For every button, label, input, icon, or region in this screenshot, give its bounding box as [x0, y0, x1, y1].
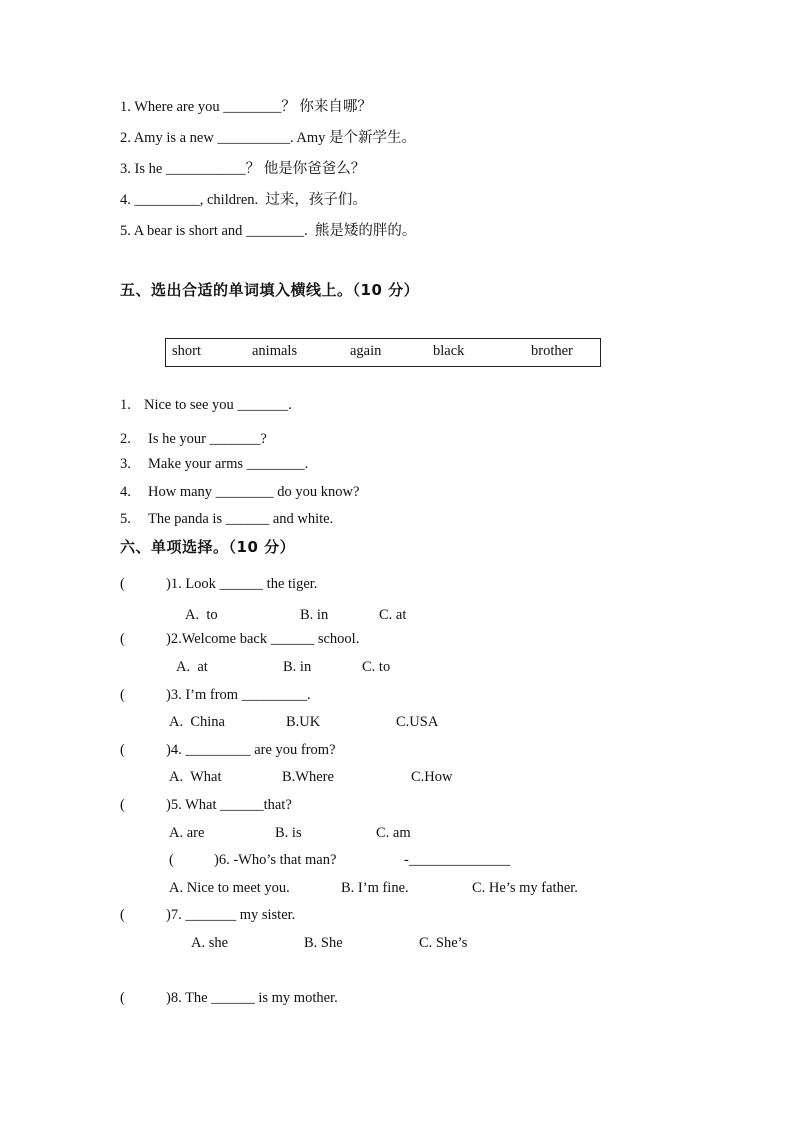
part4-item-4: 4. _________, children. 过来，孩子们。	[120, 192, 367, 208]
part4-item-3: 3. Is he ___________？ 他是你爸爸么？	[120, 161, 366, 177]
q6-option-a: A. Nice to meet you.	[169, 880, 290, 896]
q5-option-b: B. is	[275, 825, 302, 841]
part5-item-4-num: 4.	[120, 484, 131, 500]
q5-paren: (	[120, 797, 125, 813]
q5-stem: )5. What ______that?	[166, 797, 292, 813]
q1-paren: (	[120, 576, 125, 592]
word-bank-word-4: black	[433, 343, 465, 359]
word-bank	[165, 338, 601, 367]
part6-title: 六、单项选择。（10 分）	[120, 538, 296, 556]
q6-stem: )6. -Who’s that man?	[214, 852, 337, 868]
q3-option-a: A. China	[169, 714, 225, 730]
part5-title: 五、选出合适的单词填入横线上。（10 分）	[120, 281, 420, 299]
q3-option-b: B.UK	[286, 714, 321, 730]
q3-stem: )3. I’m from _________.	[166, 687, 311, 703]
part4-item-2: 2. Amy is a new __________. Amy 是个新学生。	[120, 130, 417, 146]
q1-option-a: A. to	[185, 607, 218, 623]
q5-option-c: C. am	[376, 825, 411, 841]
part5-item-1-text: Nice to see you _______.	[144, 397, 292, 413]
word-bank-word-2: animals	[252, 343, 298, 359]
q8-paren: (	[120, 990, 125, 1006]
q2-option-c: C. to	[362, 659, 391, 675]
part5-item-3-num: 3.	[120, 456, 131, 472]
q4-option-c: C.How	[411, 769, 453, 785]
q5-option-a: A. are	[169, 825, 205, 841]
q8-stem: )8. The ______ is my mother.	[166, 990, 338, 1006]
q1-option-c: C. at	[379, 607, 407, 623]
q4-option-b: B.Where	[282, 769, 334, 785]
part5-item-3-text: Make your arms ________.	[148, 456, 309, 472]
q1-stem: )1. Look ______ the tiger.	[166, 576, 318, 592]
word-bank-word-5: brother	[531, 343, 573, 359]
q7-paren: (	[120, 907, 125, 923]
q2-stem: )2.Welcome back ______ school.	[166, 631, 360, 647]
q4-paren: (	[120, 742, 125, 758]
q2-option-b: B. in	[283, 659, 312, 675]
q4-stem: )4. _________ are you from?	[166, 742, 336, 758]
q3-paren: (	[120, 687, 125, 703]
word-bank-word-3: again	[350, 343, 382, 359]
part5-item-2-num: 2.	[120, 431, 131, 447]
part5-item-4-text: How many ________ do you know?	[148, 484, 360, 500]
q7-option-a: A. she	[191, 935, 229, 951]
q6-option-c: C. He’s my father.	[472, 880, 578, 896]
q4-option-a: A. What	[169, 769, 222, 785]
part5-item-2-text: Is he your _______?	[148, 431, 267, 447]
part5-item-1-num: 1.	[120, 397, 131, 413]
part5-item-5-num: 5.	[120, 511, 131, 527]
q6-paren: (	[169, 852, 174, 868]
q6-option-b: B. I’m fine.	[341, 880, 409, 896]
q1-option-b: B. in	[300, 607, 329, 623]
part4-item-5: 5. A bear is short and ________. 熊是矮的胖的。	[120, 223, 417, 239]
part5-item-5-text: The panda is ______ and white.	[148, 511, 334, 527]
q2-paren: (	[120, 631, 125, 647]
q7-option-c: C. She’s	[419, 935, 468, 951]
q7-option-b: B. She	[304, 935, 343, 951]
q6-answer-blank: -______________	[404, 852, 511, 868]
q2-option-a: A. at	[176, 659, 208, 675]
part4-item-1: 1. Where are you ________？ 你来自哪？	[120, 99, 372, 115]
word-bank-word-1: short	[172, 343, 201, 359]
q7-stem: )7. _______ my sister.	[166, 907, 296, 923]
q3-option-c: C.USA	[396, 714, 439, 730]
